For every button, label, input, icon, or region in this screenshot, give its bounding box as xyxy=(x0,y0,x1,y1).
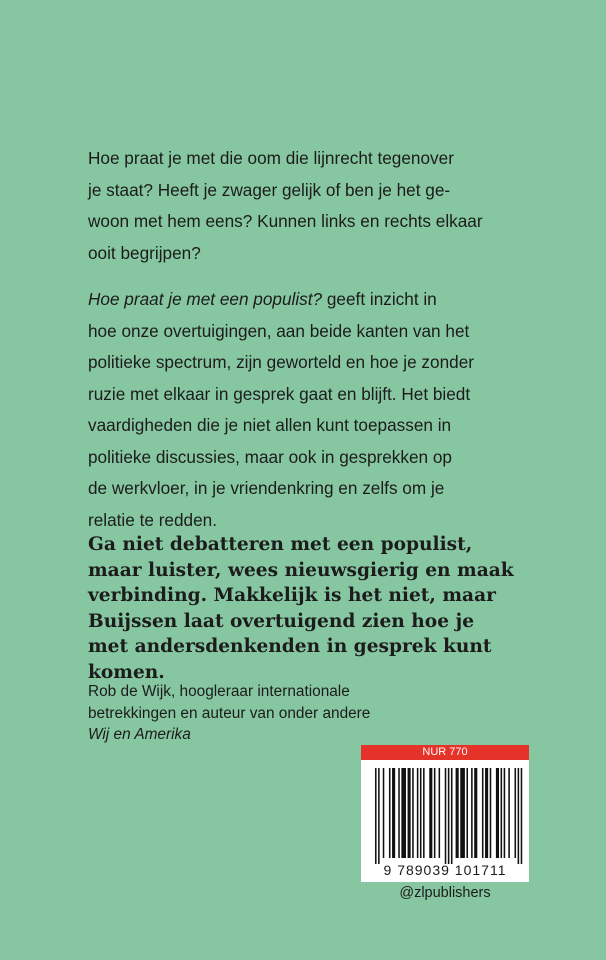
description-line: politieke spectrum, zijn geworteld en hoe je zonder xyxy=(88,352,474,372)
barcode-bar xyxy=(515,768,517,858)
barcode-bar xyxy=(375,768,377,864)
barcode-bar xyxy=(466,768,468,858)
barcode-bar xyxy=(474,768,477,858)
book-title: Hoe praat je met een populist? xyxy=(88,289,323,309)
barcode-bar xyxy=(448,768,450,864)
endorsement-quote xyxy=(88,532,568,686)
barcode-bar xyxy=(417,768,419,858)
barcode-bar xyxy=(456,768,459,858)
intro-line: woon met hem eens? Kunnen links en rechts elkaar xyxy=(88,211,483,231)
quote-line: maar luister, wees nieuwsgierig en maak xyxy=(88,559,514,581)
barcode-bar xyxy=(398,768,400,858)
quote-attribution xyxy=(88,681,528,746)
barcode-bar xyxy=(451,768,453,864)
attribution-line: Rob de Wijk, hoogleraar internationale xyxy=(88,683,350,700)
barcode-bar xyxy=(471,768,473,858)
barcode-bar xyxy=(485,768,488,858)
quote-line: met andersdenkenden in gesprek kunt xyxy=(88,636,492,658)
barcode-bar xyxy=(389,768,391,858)
barcode-bar xyxy=(378,768,380,864)
publisher-handle: @zlpublishers xyxy=(399,885,491,901)
description-line: vaardigheden die je niet allen kunt toepassen in xyxy=(88,415,452,435)
isbn-digits: 9 789039 101711 xyxy=(383,862,507,878)
quote-line: Buijssen laat overtuigend zien hoe je xyxy=(88,610,475,632)
description-line xyxy=(88,284,558,316)
barcode-bar xyxy=(490,768,492,858)
attribution-line: betrekkingen en auteur van onder andere xyxy=(88,704,371,722)
description-line: relatie te redden. xyxy=(88,509,217,530)
barcode-bar xyxy=(496,768,499,858)
description-text: geeft inzicht in xyxy=(322,289,437,309)
quote-line: Ga niet debatteren met een populist, xyxy=(88,534,473,555)
quote-line: verbinding. Makkelijk is het niet, maar xyxy=(88,585,496,607)
intro-line: Hoe praat je met die oom die lijnrecht tegenover xyxy=(88,148,454,168)
barcode-bar xyxy=(508,768,510,858)
attribution-book-title: Wij en Amerika xyxy=(88,726,191,744)
description-line: hoe onze overtuigingen, aan beide kanten van het xyxy=(88,320,470,341)
barcode-bar xyxy=(482,768,484,858)
intro-line: je staat? Heeft je zwager gelijk of ben je het ge- xyxy=(88,179,451,200)
intro-line: ooit begrijpen? xyxy=(88,242,201,263)
barcode-bar xyxy=(383,768,385,858)
barcode-bar xyxy=(423,768,425,858)
barcode-bar xyxy=(518,768,520,864)
barcode-bar xyxy=(501,768,503,858)
barcode-bar xyxy=(504,768,506,858)
barcode-bar xyxy=(412,768,414,858)
barcode-bar xyxy=(401,768,406,858)
description-line: ruzie met elkaar in gesprek gaat en blijft. Het biedt xyxy=(88,383,471,404)
barcode-bar xyxy=(439,768,441,858)
description-paragraph xyxy=(88,284,558,536)
barcode-bar xyxy=(434,768,436,858)
intro-paragraph xyxy=(88,143,558,269)
barcode-bar xyxy=(445,768,447,864)
nur-label: NUR 770 xyxy=(361,745,529,760)
description-line: politieke discussies, maar ook in gesprekken op xyxy=(88,446,452,467)
quote-line: komen. xyxy=(88,661,165,683)
barcode-bar xyxy=(521,768,523,864)
barcode-bar xyxy=(460,768,465,858)
barcode-bar xyxy=(392,768,395,858)
barcode-bar xyxy=(408,768,411,858)
barcode-bar xyxy=(429,768,432,858)
barcode-bar xyxy=(420,768,422,858)
isbn-barcode xyxy=(361,760,529,882)
description-line: de werkvloer, in je vriendenkring en zelfs om je xyxy=(88,478,445,498)
